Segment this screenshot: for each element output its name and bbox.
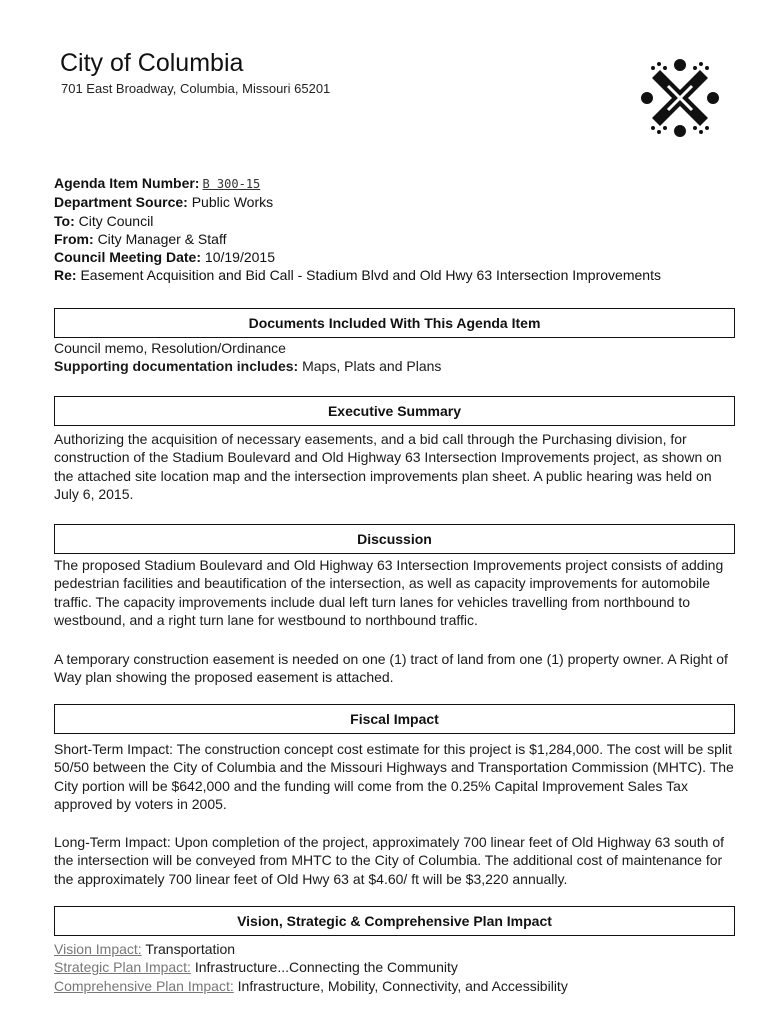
to-label: To: bbox=[54, 212, 75, 229]
page-title: City of Columbia bbox=[60, 49, 244, 77]
supporting-docs-row bbox=[54, 357, 736, 375]
strategic-plan-label: Strategic Plan Impact: bbox=[54, 959, 191, 976]
meeting-date-row bbox=[54, 248, 744, 266]
vision-impact-label: Vision Impact: bbox=[54, 941, 142, 957]
documents-section bbox=[54, 339, 736, 376]
meeting-date-value: 10/19/2015 bbox=[204, 249, 275, 266]
re-value: Easement Acquisition and Bid Call - Stadium Blvd and Old Hwy 63 Intersection Improvements bbox=[80, 267, 661, 284]
fiscal-short-term: Short-Term Impact: The construction concept cost estimate for this project is $1,284,000. The cost will be split 50/50 between the City of Columbia and the Missouri Highways and Transportation Commission (MHTC). The City portion will be $642,000 and the funding will come from the 0.25% Capital Improvement Sales Tax approved by voters in 2005. bbox=[54, 741, 734, 812]
supporting-docs-value: Maps, Plats and Plans bbox=[302, 358, 442, 375]
fiscal-impact-heading: Fiscal Impact bbox=[54, 704, 735, 734]
re-label: Re: bbox=[54, 267, 77, 284]
agenda-item-number: B 300-15 bbox=[202, 177, 261, 191]
from-row bbox=[54, 230, 744, 248]
to-value: City Council bbox=[78, 212, 154, 229]
city-of-columbia-logo bbox=[640, 58, 720, 138]
agenda-item-row bbox=[54, 174, 744, 193]
vision-impact-value: Transportation bbox=[145, 941, 236, 957]
comprehensive-plan-label: Comprehensive Plan Impact: bbox=[54, 977, 234, 994]
comprehensive-plan-row bbox=[54, 977, 736, 995]
fiscal-long-term: Long-Term Impact: Upon completion of the project, approximately 700 linear feet of Old Highway 63 south of the intersection will be conveyed from MHTC to the City of Columbia. The additional cost of maintenance for the approximately 700 linear feet of Old Hwy 63 at $4.60/ ft will be $3,220 annually. bbox=[54, 834, 725, 887]
re-row bbox=[54, 266, 744, 284]
department-value: Public Works bbox=[191, 194, 274, 211]
strategic-plan-row bbox=[54, 958, 736, 976]
to-row bbox=[54, 212, 744, 230]
vision-plan-section bbox=[54, 940, 736, 995]
executive-summary-heading: Executive Summary bbox=[54, 396, 735, 426]
executive-summary-text: Authorizing the acquisition of necessary easements, and a bid call through the Purchasing division, for construction of the Stadium Boulevard and Old Highway 63 Intersection Improvements project, as shown on the attached site location map and the intersection improvements plan sheet. A public hearing was held on July 6, 2015. bbox=[54, 431, 722, 502]
meeting-date-label: Council Meeting Date: bbox=[54, 249, 202, 266]
city-address: 701 East Broadway, Columbia, Missouri 65201 bbox=[61, 81, 331, 96]
from-label: From: bbox=[54, 230, 94, 247]
discussion-paragraph-2: A temporary construction easement is needed on one (1) tract of land from one (1) property owner. A Right of Way plan showing the proposed easement is attached. bbox=[54, 651, 728, 686]
agenda-meta bbox=[54, 174, 744, 285]
department-row bbox=[54, 193, 744, 211]
documents-heading: Documents Included With This Agenda Item bbox=[54, 308, 735, 338]
discussion-paragraph-1: The proposed Stadium Boulevard and Old Highway 63 Intersection Improvements project consists of adding pedestrian facilities and beautification of the intersection, as well as capacity improvements for automobile traffic. The capacity improvements include dual left turn lanes for vehicles travelling from northbound to westbound, and a right turn lane for westbound to northbound traffic. bbox=[54, 557, 724, 628]
comprehensive-plan-value: Infrastructure, Mobility, Connectivity, and Accessibility bbox=[237, 977, 568, 994]
documents-included: Council memo, Resolution/Ordinance bbox=[54, 340, 286, 356]
department-label: Department Source: bbox=[54, 194, 188, 211]
vision-plan-heading: Vision, Strategic & Comprehensive Plan Impact bbox=[54, 906, 735, 936]
discussion-heading: Discussion bbox=[54, 524, 735, 554]
from-value: City Manager & Staff bbox=[97, 230, 227, 247]
vision-impact-row bbox=[54, 940, 736, 958]
supporting-docs-label: Supporting documentation includes: bbox=[54, 358, 299, 375]
agenda-item-label: Agenda Item Number: bbox=[54, 175, 200, 191]
strategic-plan-value: Infrastructure...Connecting the Community bbox=[194, 959, 458, 976]
